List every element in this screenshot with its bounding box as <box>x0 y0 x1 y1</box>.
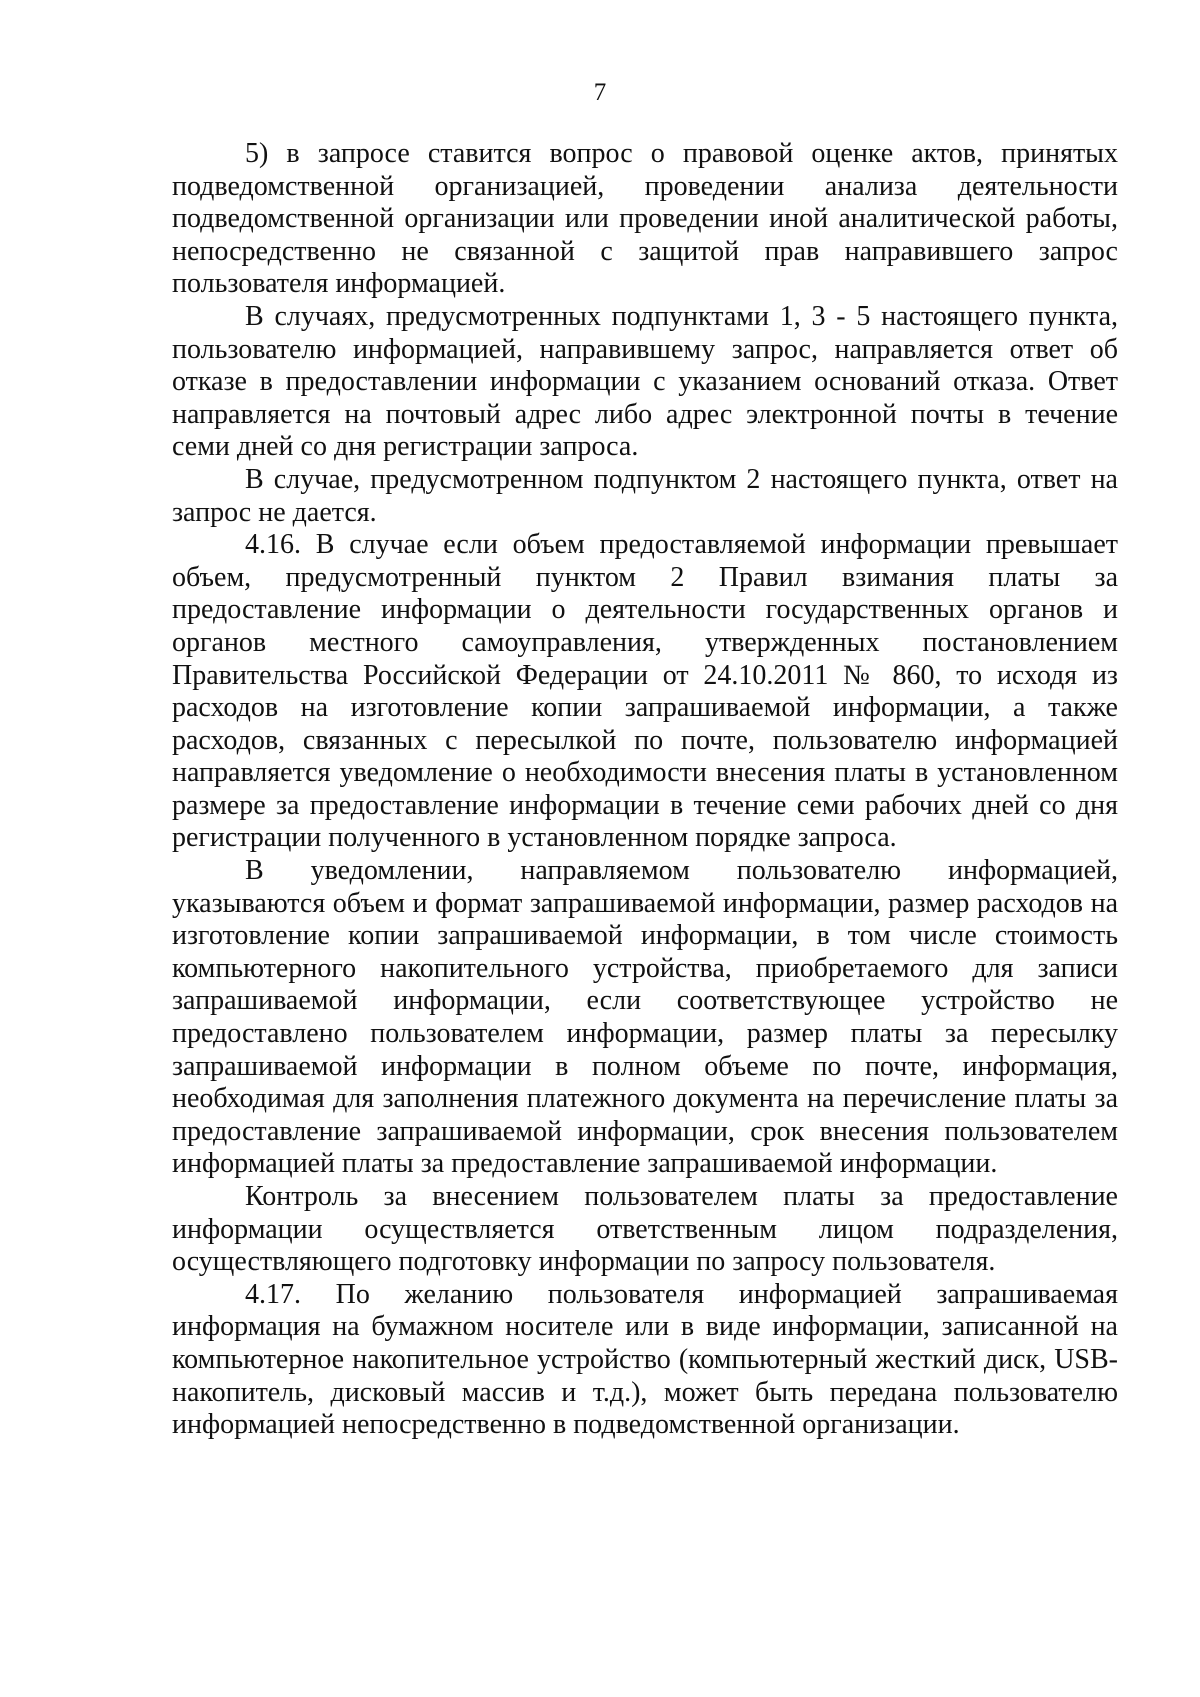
paragraph-item-5: 5) в запросе ставится вопрос о правовой оценке актов, принятых подведомственной организацией, проведении анализа деятельности подведомственной организации или проведении иной аналитической работы, непосредственно не связанной с защитой прав направившего запрос пользователя информацией. <box>172 138 1118 300</box>
paragraph-refusal-cases: В случаях, предусмотренных подпунктами 1, 3 - 5 настоящего пункта, пользователю информацией, направившему запрос, направляется ответ об отказе в предоставлении информации с указанием оснований отказа. Ответ направляется на почтовый адрес либо адрес электронной почты в течение семи дней со дня регистрации запроса. <box>172 300 1118 463</box>
page-number: 7 <box>593 79 607 106</box>
paragraph-no-answer: В случае, предусмотренном подпунктом 2 настоящего пункта, ответ на запрос не дается. <box>172 463 1118 528</box>
paragraph-clause-4-16: 4.16. В случае если объем предоставляемой информации превышает объем, предусмотренный пунктом 2 Правил взимания платы за предоставление информации о деятельности государственных органов и органов местного самоуправления, утвержденных постановлением Правительства Российской Федерации от 24.10.2011 № 860, то исходя из расходов на изготовление копии запрашиваемой информации, а также расходов, связанных с пересылкой по почте, пользователю информацией направляется уведомление о необходимости внесения платы в установленном размере за предоставление информации в течение семи рабочих дней со дня регистрации полученного в установленном порядке запроса. <box>172 529 1118 854</box>
paragraph-payment-control: Контроль за внесением пользователем платы за предоставление информации осуществляется ответственным лицом подразделения, осуществляющего подготовку информации по запросу пользователя. <box>172 1181 1118 1278</box>
document-body <box>172 138 1118 1442</box>
paragraph-clause-4-17: 4.17. По желанию пользователя информацией запрашиваемая информация на бумажном носителе или в виде информации, записанной на компьютерное накопительное устройство (компьютерный жесткий диск, USB-накопитель, дисковый массив и т.д.), может быть передана пользователю информацией непосредственно в подведомственной организации. <box>172 1278 1118 1441</box>
paragraph-notification: В уведомлении, направляемом пользователю информацией, указываются объем и формат запрашиваемой информации, размер расходов на изготовление копии запрашиваемой информации, в том числе стоимость компьютерного накопительного устройства, приобретаемого для записи запрашиваемой информации, если соответствующее устройство не предоставлено пользователем информации, размер платы за пересылку запрашиваемой информации в полном объеме по почте, информация, необходимая для заполнения платежного документа на перечисление платы за предоставление запрашиваемой информации, срок внесения пользователем информацией платы за предоставление запрашиваемой информации. <box>172 855 1118 1180</box>
